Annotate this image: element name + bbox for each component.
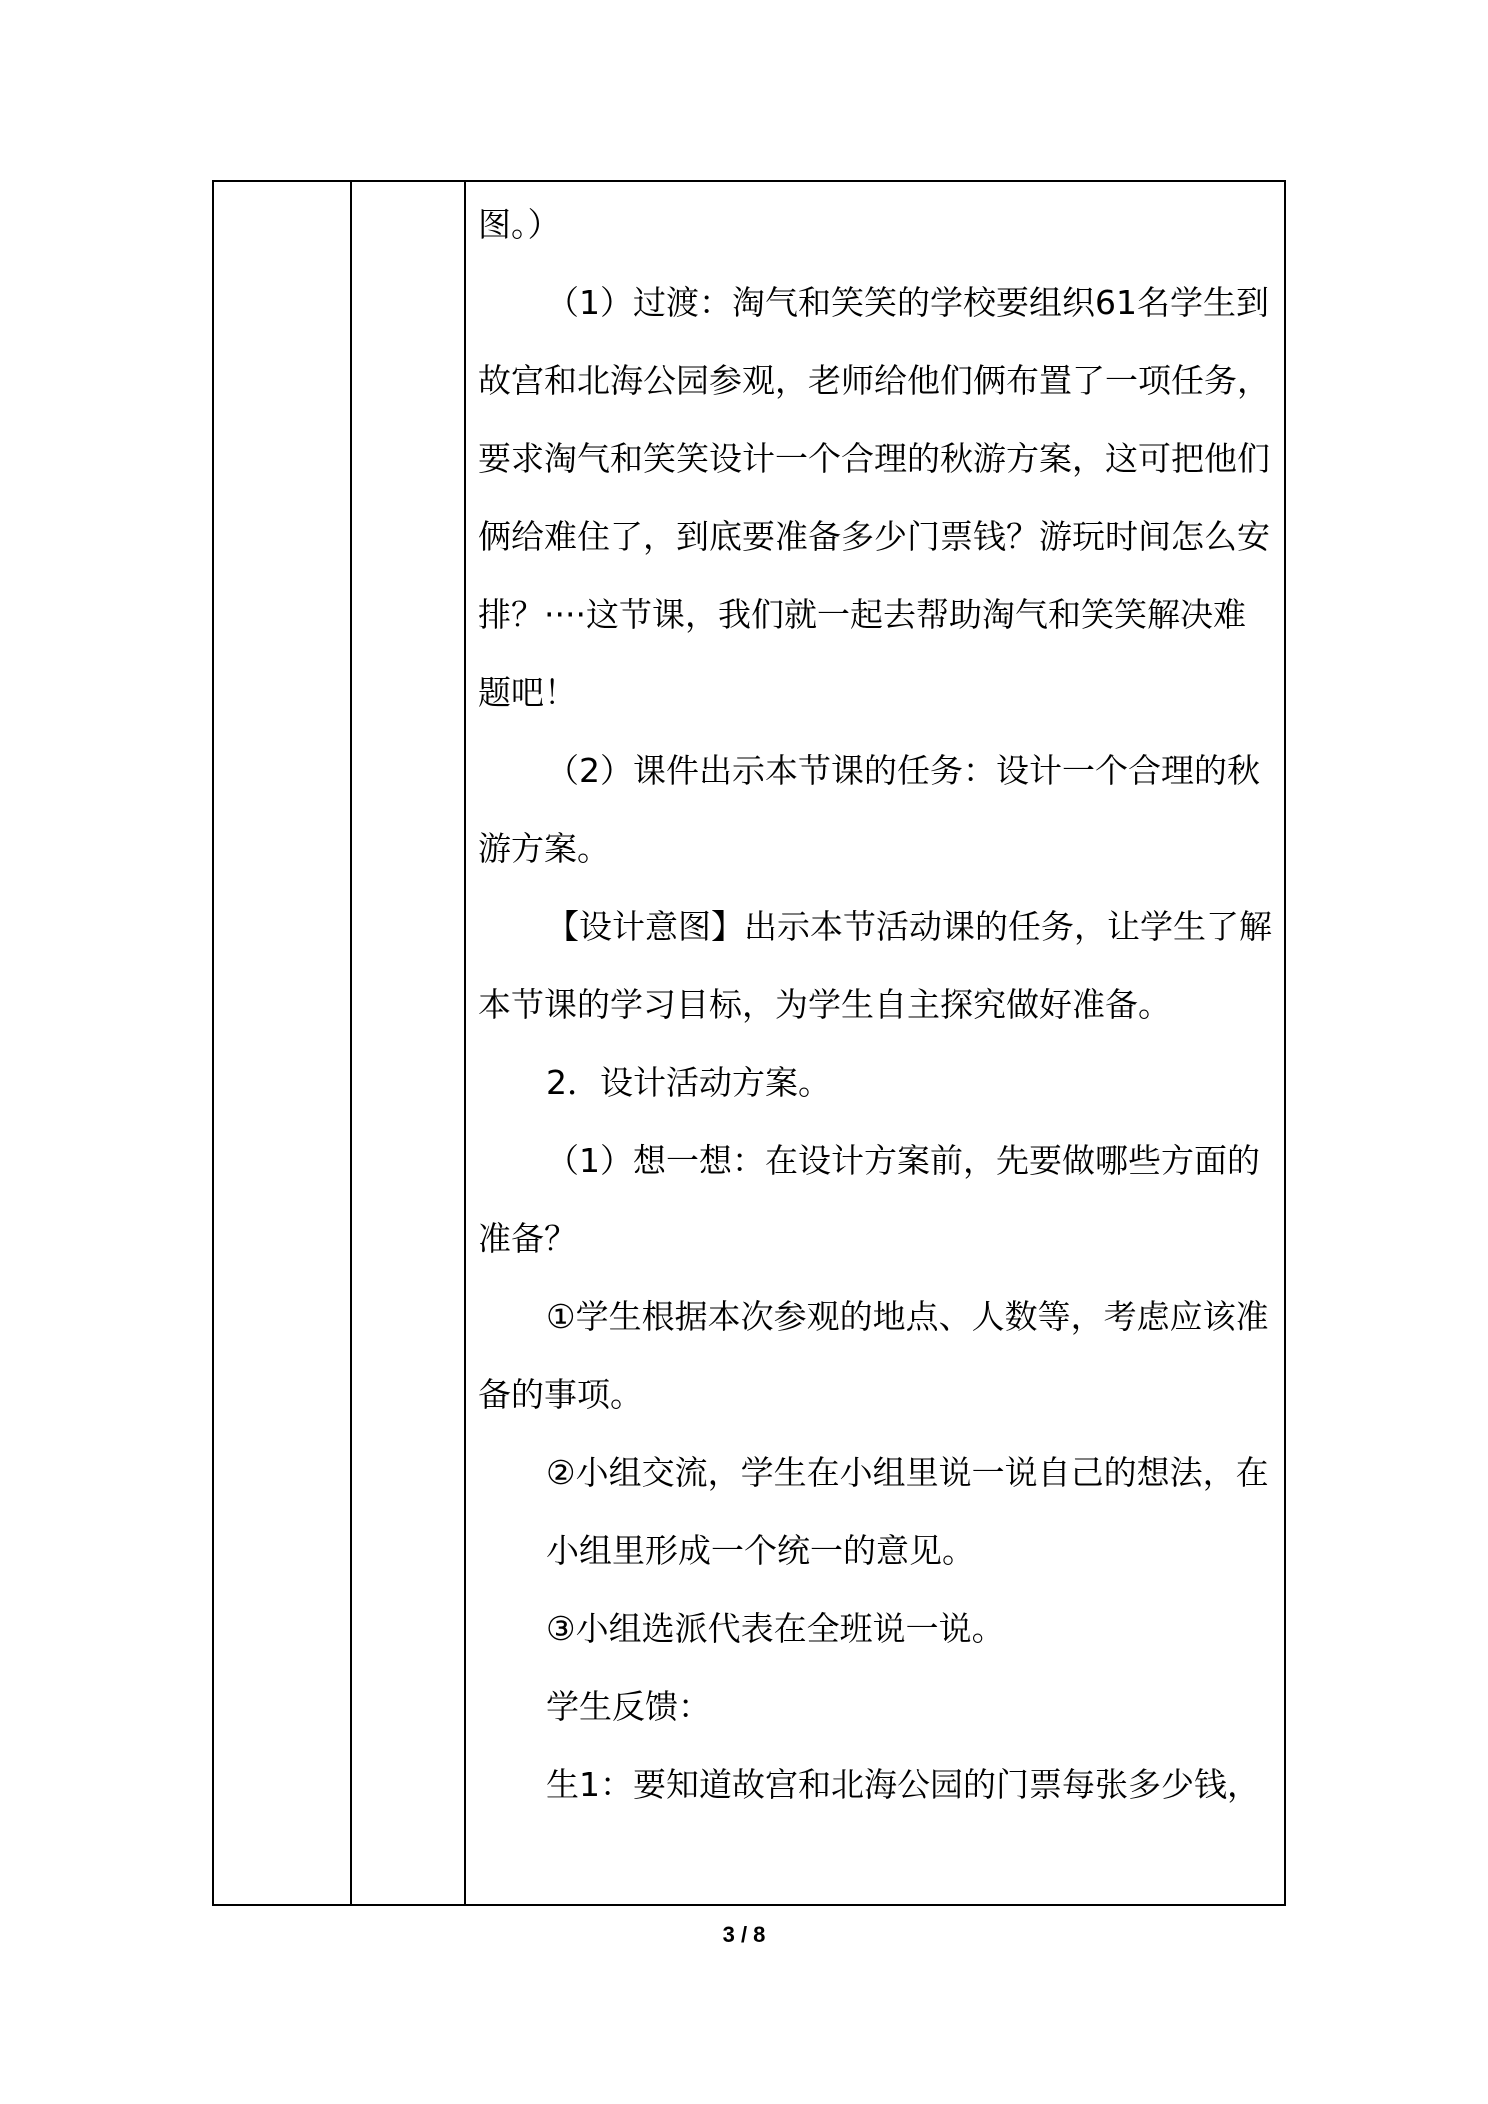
table-column-divider [350,182,352,1904]
paragraph: ①学生根据本次参观的地点、人数等，考虑应该准备的事项。 [478,1297,1269,1414]
lesson-content-cell [478,182,1278,1824]
page-number: 3 / 8 [722,1922,766,1947]
paragraph: ③小组选派代表在全班说一说。 [546,1609,1005,1648]
paragraph: （1）过渡：淘气和笑笑的学校要组织61名学生到故宫和北海公园参观，老师给他们俩布置了一项任务，要求淘气和笑笑设计一个合理的秋游方案，这可把他们俩给难住了，到底要准备多少门票钱？游玩时间怎么安排？····这节课，我们就一起去帮助淘气和笑笑解决难题吧！ [478,283,1270,712]
paragraph: 图。） [478,205,561,244]
paragraph: 2．设计活动方案。 [546,1063,831,1102]
table-column-divider [464,182,466,1904]
paragraph: 【设计意图】出示本节活动课的任务，让学生了解本节课的学习目标，为学生自主探究做好准备。 [478,907,1272,1024]
paragraph: 生1：要知道故宫和北海公园的门票每张多少钱， [546,1765,1260,1804]
lesson-plan-table [212,180,1286,1906]
paragraph: （1）想一想：在设计方案前，先要做哪些方面的准备？ [478,1141,1260,1258]
paragraph: ②小组交流，学生在小组里说一说自己的想法，在 [546,1453,1269,1492]
paragraph: 小组里形成一个统一的意见。 [546,1531,975,1570]
paragraph: 学生反馈： [546,1687,711,1726]
paragraph: （2）课件出示本节课的任务：设计一个合理的秋游方案。 [478,751,1260,868]
